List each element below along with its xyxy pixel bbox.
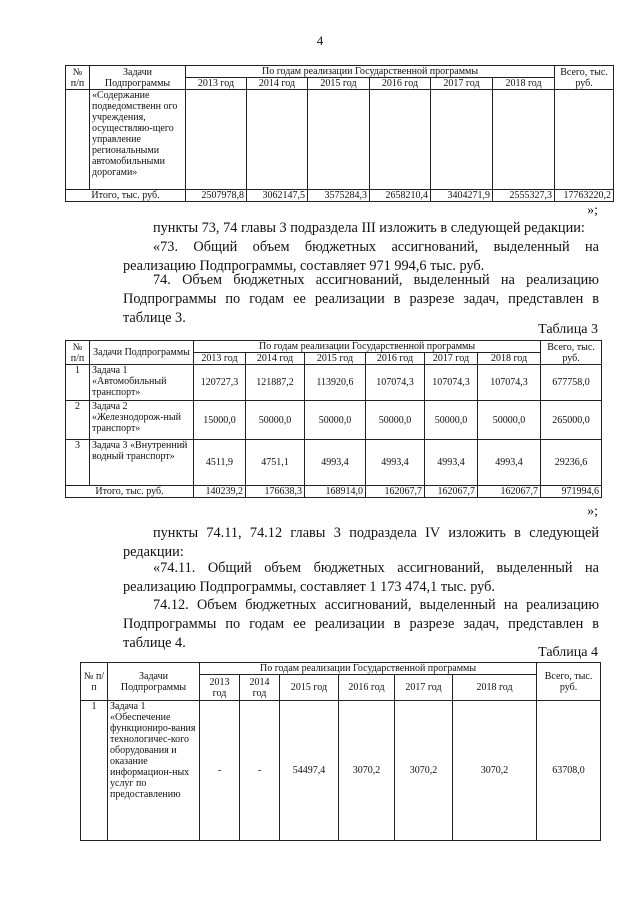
paragraph: пункты 73, 74 главы 3 подраздела III изложить в следующей редакции:	[153, 220, 585, 236]
total-value: 2507978,8	[186, 190, 247, 202]
total-value: 162067,7	[478, 486, 541, 498]
row-number: 1	[66, 365, 90, 401]
total-label: Итого, тыс. руб.	[66, 486, 194, 498]
quote-end: »;	[587, 504, 598, 519]
header-year: 2017 год	[425, 353, 478, 365]
total-row	[66, 190, 614, 202]
row-number: 2	[66, 401, 90, 440]
header-year: 2015 год	[305, 353, 366, 365]
table-row	[66, 365, 602, 401]
total-value: 3404271,9	[431, 190, 493, 202]
header-tasks: Задачи Подпрограммы	[90, 341, 194, 365]
task-cell: Задача 3 «Внутренний водный транспорт»	[90, 440, 194, 486]
header-year: 2016 год	[339, 675, 395, 701]
value-cell: 50000,0	[366, 401, 425, 440]
header-year: 2016 год	[370, 78, 431, 90]
total-value: 162067,7	[366, 486, 425, 498]
value-cell: 107074,3	[478, 365, 541, 401]
table-4-label: Таблица 4	[538, 645, 598, 660]
value-cell: 265000,0	[541, 401, 602, 440]
header-total: Всего, тыс. руб.	[537, 663, 601, 701]
total-value: 17763220,2	[555, 190, 614, 202]
value-cell: 4993,4	[366, 440, 425, 486]
value-cell: 15000,0	[194, 401, 246, 440]
header-by-years: По годам реализации Государственной программы	[186, 66, 555, 78]
value-cell: 3070,2	[453, 701, 537, 841]
table-row	[66, 401, 602, 440]
total-value: 3062147,5	[247, 190, 308, 202]
header-tasks: Задачи Подпрограммы	[108, 663, 200, 701]
value-cell: 4993,4	[425, 440, 478, 486]
table-row	[81, 701, 601, 841]
header-year: 2014 год	[246, 353, 305, 365]
value-cell: 677758,0	[541, 365, 602, 401]
page-number: 4	[316, 33, 324, 48]
paragraph: 74.12. Объем бюджетных ассигнований, выделенный на реализацию Подпрограммы по годам ее реализации в разрезе задач, представлен в таблице 4.	[123, 597, 599, 651]
paragraph: «74.11. Общий объем бюджетных ассигнований, выделенный на реализацию Подпрограммы, составляет 1 173 474,1 тыс. руб.	[123, 560, 599, 595]
value-cell: 29236,6	[541, 440, 602, 486]
value-cell: -	[200, 701, 240, 841]
total-value: 2555327,3	[493, 190, 555, 202]
header-year: 2013 год	[200, 675, 240, 701]
paragraph: «73. Общий объем бюджетных ассигнований, выделенный на реализацию Подпрограммы, составляет 971 994,6 тыс. руб.	[123, 239, 599, 274]
value-cell: 4993,4	[305, 440, 366, 486]
header-total: Всего, тыс. руб.	[555, 66, 614, 90]
total-value: 971994,6	[541, 486, 602, 498]
value-cell: 107074,3	[425, 365, 478, 401]
total-value: 176638,3	[246, 486, 305, 498]
table-3-label: Таблица 3	[538, 322, 598, 337]
value-cell: 113920,6	[305, 365, 366, 401]
task-cell: Задача 2 «Железнодорож-ный транспорт»	[90, 401, 194, 440]
value-cell: 107074,3	[366, 365, 425, 401]
header-year: 2017 год	[395, 675, 453, 701]
header-year: 2018 год	[478, 353, 541, 365]
total-value: 2658210,4	[370, 190, 431, 202]
paragraph: пункты 74.11, 74.12 главы 3 подраздела IV изложить в следующей редакции:	[123, 525, 599, 560]
header-year: 2014 год	[240, 675, 280, 701]
header-year: 2015 год	[308, 78, 370, 90]
table-4	[80, 662, 601, 841]
total-label: Итого, тыс. руб.	[66, 190, 186, 202]
total-value: 168914,0	[305, 486, 366, 498]
header-tasks: Задачи Подпрограммы	[90, 66, 186, 90]
header-year: 2014 год	[247, 78, 308, 90]
header-year: 2013 год	[186, 78, 247, 90]
header-by-years: По годам реализации Государственной программы	[200, 663, 537, 675]
value-cell: 50000,0	[305, 401, 366, 440]
table-row	[66, 90, 614, 190]
value-cell: 50000,0	[425, 401, 478, 440]
value-cell: 50000,0	[478, 401, 541, 440]
table-1	[65, 65, 614, 202]
value-cell: 63708,0	[537, 701, 601, 841]
row-number: 1	[81, 701, 108, 841]
task-cell: Задача 1 «Обеспечение функциониро-вания технологичес-кого оборудования и оказание информацион-ных услуг по предоставлению	[108, 701, 200, 841]
header-num: № п/п	[66, 66, 90, 90]
value-cell: 121887,2	[246, 365, 305, 401]
task-cell: «Содержание подведомственн ого учреждения, осуществляю-щего управление региональными автомобильными дорогами»	[90, 90, 186, 190]
paragraph: 74. Объем бюджетных ассигнований, выделенный на реализацию Подпрограммы по годам ее реализации в разрезе задач, представлен в таблице 3.	[123, 272, 599, 326]
header-num: № п/п	[66, 341, 90, 365]
header-year: 2018 год	[453, 675, 537, 701]
value-cell: 3070,2	[339, 701, 395, 841]
value-cell: 4511,9	[194, 440, 246, 486]
table-3	[65, 340, 602, 498]
value-cell: 4751,1	[246, 440, 305, 486]
value-cell: 50000,0	[246, 401, 305, 440]
header-year: 2013 год	[194, 353, 246, 365]
header-year: 2015 год	[280, 675, 339, 701]
header-total: Всего, тыс. руб.	[541, 341, 602, 365]
value-cell: -	[240, 701, 280, 841]
value-cell: 54497,4	[280, 701, 339, 841]
total-value: 3575284,3	[308, 190, 370, 202]
value-cell: 120727,3	[194, 365, 246, 401]
header-num: № п/п	[81, 663, 108, 701]
task-cell: Задача 1 «Автомобильный транспорт»	[90, 365, 194, 401]
value-cell: 4993,4	[478, 440, 541, 486]
header-year: 2016 год	[366, 353, 425, 365]
header-year: 2018 год	[493, 78, 555, 90]
header-year: 2017 год	[431, 78, 493, 90]
total-value: 140239,2	[194, 486, 246, 498]
value-cell: 3070,2	[395, 701, 453, 841]
quote-end: »;	[587, 203, 598, 218]
total-row	[66, 486, 602, 498]
total-value: 162067,7	[425, 486, 478, 498]
table-row	[66, 440, 602, 486]
row-number: 3	[66, 440, 90, 486]
header-by-years: По годам реализации Государственной программы	[194, 341, 541, 353]
